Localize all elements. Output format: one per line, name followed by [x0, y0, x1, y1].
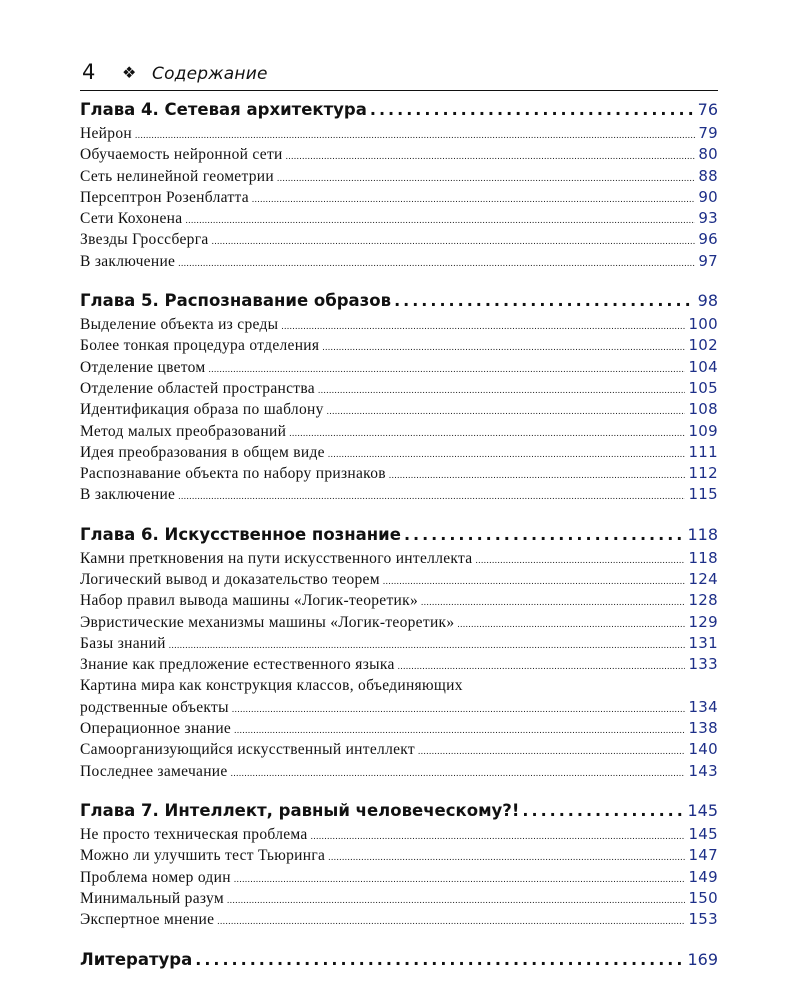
section-entry[interactable]	[80, 188, 718, 209]
section-entry-title: Обучаемость нейронной сети	[80, 146, 283, 164]
section-entry-title: В заключение	[80, 252, 176, 270]
section-entry[interactable]	[80, 825, 718, 846]
section-entry-page: 104	[688, 357, 718, 376]
section-entry-title: Знание как предложение естественного языка	[80, 656, 395, 674]
dot-leader	[370, 100, 695, 119]
section-entry-title: Базы знаний	[80, 634, 166, 652]
section-entry-title: Эвристические механизмы машины «Логик-теоретик»	[80, 613, 455, 631]
dot-leader	[135, 130, 695, 140]
dot-leader	[475, 555, 685, 565]
chapter-entry-page: 169	[687, 949, 718, 969]
dot-leader	[286, 151, 696, 161]
dot-leader	[322, 342, 685, 352]
section-entry-title: Идентификация образа по шаблону	[80, 401, 324, 419]
dot-leader	[383, 576, 686, 586]
section-entry-page: 88	[698, 166, 718, 185]
section-entry-page: 150	[688, 888, 718, 907]
dot-leader	[398, 661, 686, 671]
dot-leader	[231, 768, 686, 778]
dot-leader	[195, 950, 684, 969]
section-entry-title: Отделение цветом	[80, 358, 206, 376]
chapter-block	[80, 100, 718, 273]
dot-leader	[217, 916, 685, 926]
chapter-entry-title: Глава 6. Искусственное познание	[80, 524, 401, 544]
section-entry[interactable]	[80, 422, 718, 443]
chapter-entry-page: 118	[687, 524, 718, 544]
dot-leader	[522, 801, 684, 820]
section-entry-page: 134	[688, 697, 718, 716]
chapter-entry-title: Глава 5. Распознавание образов	[80, 291, 392, 311]
section-entry[interactable]	[80, 358, 718, 379]
section-entry-title: Метод малых преобразований	[80, 422, 287, 440]
section-entry[interactable]	[80, 549, 718, 570]
section-entry[interactable]	[80, 485, 718, 506]
dot-leader	[404, 525, 685, 544]
section-entry-page: 96	[698, 230, 718, 249]
section-entry-title: Более тонкая процедура отделения	[80, 337, 320, 355]
chapter-entry[interactable]	[80, 950, 718, 974]
section-entry-title: Сети Кохонена	[80, 210, 183, 228]
dot-leader	[418, 746, 685, 756]
chapter-block	[80, 950, 718, 974]
section-entry[interactable]	[80, 910, 718, 931]
chapter-entry[interactable]	[80, 525, 718, 549]
dot-leader	[457, 619, 685, 629]
section-entry[interactable]	[80, 868, 718, 889]
dot-leader	[178, 491, 685, 501]
section-entry[interactable]	[80, 464, 718, 485]
section-entry-title: Проблема номер один	[80, 868, 231, 886]
chapter-entry-title: Глава 4. Сетевая архитектура	[80, 100, 367, 119]
section-entry-page: 100	[688, 315, 718, 334]
chapter-block	[80, 291, 718, 507]
dot-leader	[318, 385, 686, 395]
chapter-entry-page: 145	[687, 801, 718, 821]
section-entry[interactable]	[80, 719, 718, 740]
page-number: 4	[82, 60, 96, 84]
section-entry-page: 128	[688, 591, 718, 610]
section-entry-page: 147	[688, 846, 718, 865]
section-entry[interactable]	[80, 443, 718, 464]
section-entry-title: Можно ли улучшить тест Тьюринга	[80, 847, 326, 865]
section-entry-page: 140	[688, 740, 718, 759]
section-entry-title: Нейрон	[80, 125, 132, 142]
dot-leader	[328, 852, 685, 862]
section-entry-line1: Картина мира как конструкция классов, объединяющих	[80, 676, 463, 694]
dot-leader	[169, 640, 686, 650]
chapter-entry[interactable]	[80, 291, 718, 315]
section-entry[interactable]	[80, 889, 718, 910]
section-entry-title: Набор правил вывода машины «Логик-теоретик»	[80, 592, 419, 610]
section-entry[interactable]	[80, 167, 718, 188]
section-entry[interactable]	[80, 655, 718, 676]
chapter-entry-page: 76	[697, 100, 718, 119]
section-entry[interactable]	[80, 613, 718, 634]
section-entry-title: Не просто техническая проблема	[80, 826, 308, 844]
dot-leader	[232, 704, 686, 714]
section-entry[interactable]	[80, 698, 718, 719]
chapter-entry[interactable]	[80, 801, 718, 825]
dot-leader	[281, 321, 685, 331]
section-entry-page: 145	[688, 825, 718, 844]
section-entry[interactable]	[80, 124, 718, 145]
section-entry-title: В заключение	[80, 486, 176, 504]
section-entry-page: 124	[688, 570, 718, 589]
section-entry-page: 153	[688, 910, 718, 929]
section-entry-page: 133	[688, 655, 718, 674]
section-entry[interactable]	[80, 379, 718, 400]
section-entry-title: Экспертное мнение	[80, 911, 215, 929]
section-entry[interactable]	[80, 145, 718, 166]
dot-leader	[227, 895, 686, 905]
chapter-entry[interactable]	[80, 100, 718, 124]
section-entry-page: 149	[688, 867, 718, 886]
dot-leader	[252, 194, 695, 204]
section-entry-title: Звезды Гроссберга	[80, 231, 209, 249]
section-entry[interactable]	[80, 740, 718, 761]
section-entry-page: 90	[698, 187, 718, 206]
chapter-entry-title: Литература	[80, 949, 193, 969]
running-title: Содержание	[152, 64, 268, 84]
section-entry[interactable]	[80, 570, 718, 591]
dot-leader	[178, 258, 695, 268]
section-entry[interactable]	[80, 634, 718, 655]
ornament-icon: ❖	[122, 63, 137, 82]
chapter-block	[80, 801, 718, 931]
section-entry-page: 143	[688, 761, 718, 780]
dot-leader	[394, 291, 695, 310]
section-entry-title: Операционное знание	[80, 720, 232, 738]
dot-leader	[421, 597, 685, 607]
dot-leader	[328, 449, 686, 459]
section-entry-title: Идея преобразования в общем виде	[80, 443, 325, 461]
dot-leader	[234, 874, 686, 884]
table-of-contents	[80, 100, 718, 992]
section-entry-page: 97	[698, 251, 718, 270]
chapter-block	[80, 525, 718, 783]
dot-leader	[185, 215, 695, 225]
dot-leader	[212, 236, 696, 246]
section-entry-page: 115	[688, 485, 718, 504]
chapter-entry-page: 98	[697, 291, 718, 311]
section-entry-title: Распознавание объекта по набору признаков	[80, 465, 386, 483]
toc-page	[80, 0, 720, 1000]
section-entry[interactable]	[80, 591, 718, 612]
section-entry-page: 108	[688, 400, 718, 419]
section-entry-title: Логический вывод и доказательство теорем	[80, 571, 380, 589]
dot-leader	[389, 470, 686, 480]
section-entry-page: 79	[698, 124, 718, 142]
section-entry-page: 118	[688, 548, 718, 567]
running-head	[80, 62, 718, 91]
chapter-entry-title: Глава 7. Интеллект, равный человеческому?!	[80, 801, 520, 821]
dot-leader	[277, 173, 695, 183]
section-entry[interactable]	[80, 252, 718, 273]
section-entry-page: 80	[698, 145, 718, 164]
dot-leader	[234, 725, 685, 735]
dot-leader	[327, 406, 686, 416]
section-entry-page: 112	[688, 464, 718, 483]
section-entry-title: Минимальный разум	[80, 889, 224, 907]
section-entry[interactable]	[80, 762, 718, 783]
section-entry[interactable]	[80, 209, 718, 230]
section-entry-page: 105	[688, 378, 718, 397]
section-entry[interactable]	[80, 400, 718, 421]
section-entry-page: 111	[688, 442, 718, 461]
section-entry-page: 138	[688, 719, 718, 738]
section-entry-page: 131	[688, 633, 718, 652]
section-entry-title: Отделение областей пространства	[80, 379, 315, 397]
dot-leader	[311, 831, 686, 841]
section-entry-title: Персептрон Розенблатта	[80, 188, 249, 206]
section-entry-title: родственные объекты	[80, 698, 229, 716]
section-entry-title: Сеть нелинейной геометрии	[80, 167, 274, 185]
section-entry-title: Камни преткновения на пути искусственного интеллекта	[80, 549, 473, 567]
section-entry[interactable]	[80, 846, 718, 867]
section-entry-title: Последнее замечание	[80, 762, 228, 780]
section-entry-page: 109	[688, 421, 718, 440]
section-entry-page: 102	[688, 336, 718, 355]
section-entry-page: 129	[688, 612, 718, 631]
section-entry-page: 93	[698, 209, 718, 228]
dot-leader	[209, 364, 686, 374]
section-entry-title: Самоорганизующийся искусственный интеллект	[80, 741, 415, 759]
section-entry[interactable]	[80, 315, 718, 336]
dot-leader	[289, 428, 685, 438]
section-entry-title: Выделение объекта из среды	[80, 316, 279, 334]
section-entry[interactable]	[80, 336, 718, 357]
section-entry[interactable]	[80, 230, 718, 251]
